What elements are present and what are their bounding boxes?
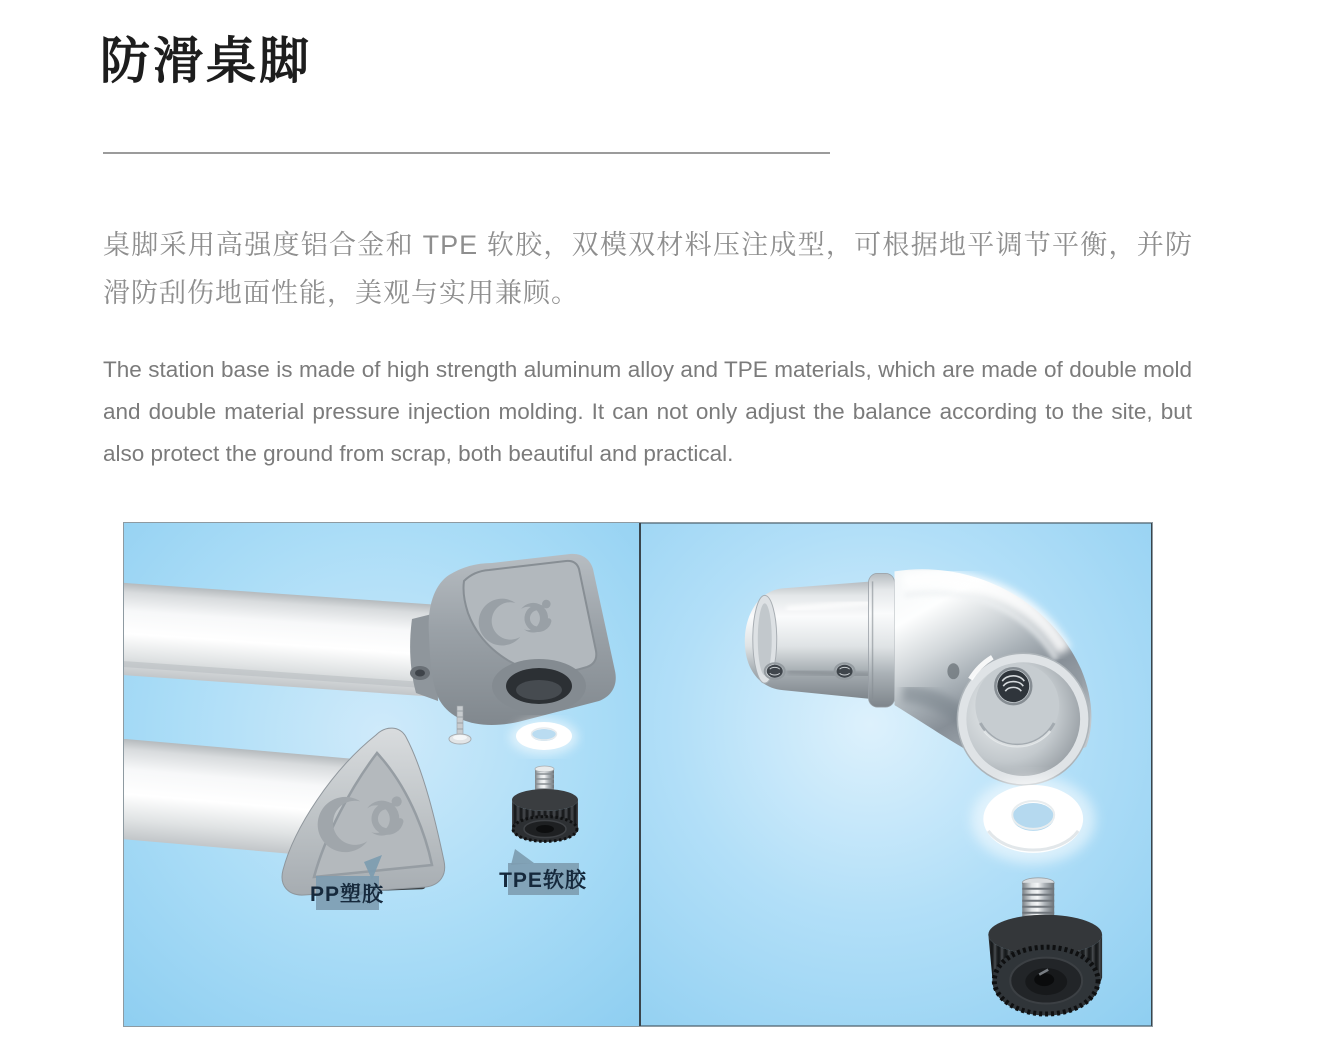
set-screw-hole — [765, 663, 785, 679]
elbow-opening — [957, 653, 1089, 785]
washer — [510, 719, 578, 755]
pp-label-text: PP塑胶 — [309, 883, 385, 906]
tpe-label-text: TPE软胶 — [499, 869, 587, 892]
description-english: The station base is made of high strength aluminum alloy and TPE materials, which are made of double mold and double material pressure injection molding. It can not only adjust the balance according to the site, but also protect the ground from scrap, both beautiful and practical. — [103, 357, 1192, 466]
product-image-left — [124, 523, 639, 1026]
product-figure — [123, 522, 1153, 1027]
set-screw-hole — [835, 663, 855, 679]
title-divider — [103, 152, 830, 154]
washer — [971, 776, 1095, 864]
page-title: 防滑桌脚 — [100, 33, 312, 89]
description-chinese: 桌脚采用高强度铝合金和 TPE 软胶，双模双材料压注成型，可根据地平调节平衡，并防滑防刮伤地面性能，美观与实用兼顾。 — [103, 230, 1193, 308]
product-image-right — [641, 523, 1151, 1026]
